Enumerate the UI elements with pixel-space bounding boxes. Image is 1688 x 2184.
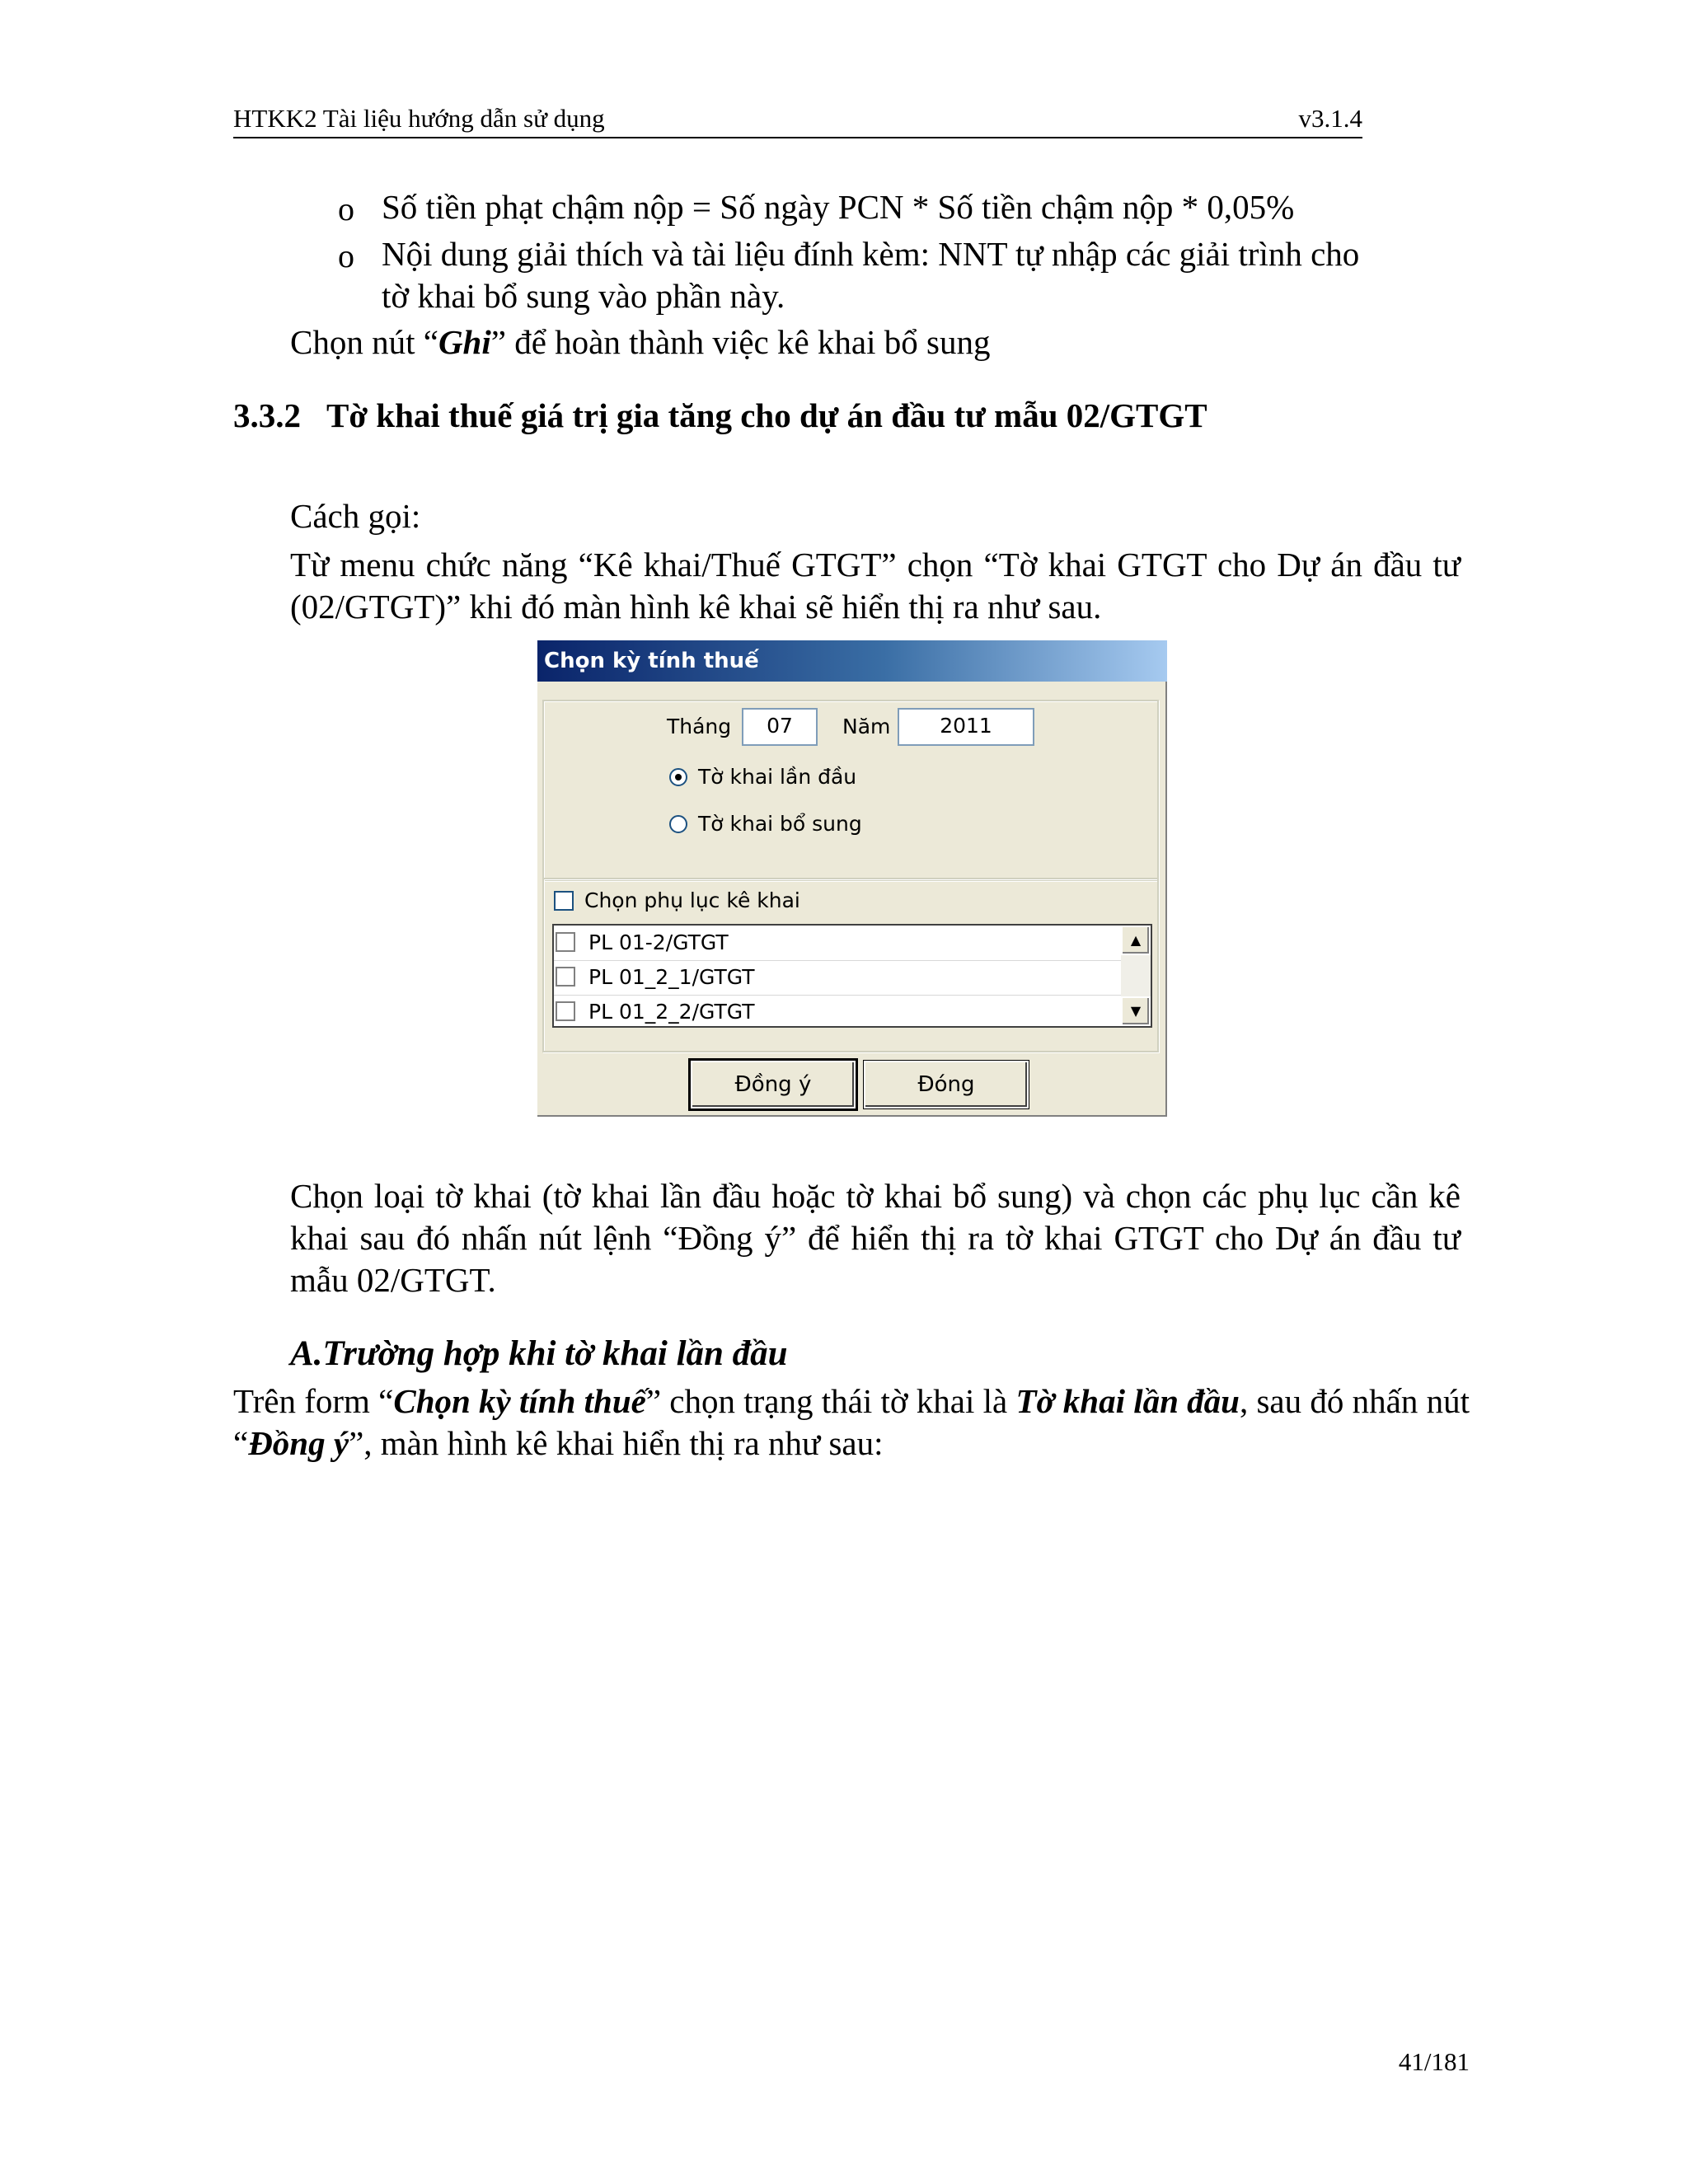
dialog-title: Chọn kỳ tính thuế [537, 640, 1167, 682]
page-number: 41/181 [1398, 2047, 1470, 2076]
instruction-paragraph: Chọn loại tờ khai (tờ khai lần đầu hoặc tờ khai bổ sung) và chọn các phụ lục cần kê khai sau đó nhấn nút lệnh “Đồng ý” để hiển thị ra tờ khai GTGT cho Dự án đầu tư mẫu 02/GTGT. [290, 1177, 1461, 1299]
appendix-item-checkbox[interactable] [556, 932, 575, 952]
ghi-bold: Ghi [438, 323, 491, 361]
scroll-down-arrow-icon[interactable]: ▼ [1121, 996, 1151, 1026]
appendix-item-label: PL 01-2/GTGT [588, 930, 729, 954]
appendix-item-checkbox[interactable] [556, 1001, 575, 1021]
subheading-first-declaration: A.Trường hợp khi tờ khai lần đầu [290, 1334, 788, 1373]
section-title: Tờ khai thuế giá trị gia tăng cho dự án đầu tư mẫu 02/GTGT [326, 396, 1207, 434]
ghi-instruction [290, 321, 990, 363]
bullet-explanation-line2: tờ khai bổ sung vào phần này. [382, 277, 785, 315]
radio-supplement-declaration[interactable] [669, 815, 687, 833]
final-bold-1: Chọn kỳ tính thuế [393, 1382, 646, 1420]
section-heading [233, 396, 1207, 435]
bullet-marker: o [338, 190, 354, 227]
cach-goi-label: Cách gọi: [290, 497, 421, 535]
header-title: HTKK2 Tài liệu hướng dẫn sử dụng [233, 104, 605, 133]
bullet-penalty-formula: Số tiền phạt chậm nộp = Số ngày PCN * Số tiền chậm nộp * 0,05% [382, 188, 1295, 226]
bullet-explanation-line1: Nội dung giải thích và tài liệu đính kèm: NNT tự nhập các giải trình cho [382, 235, 1360, 273]
appendix-item-label: PL 01_2_2/GTGT [588, 1000, 755, 1024]
radio-supplement-label: Tờ khai bổ sung [698, 812, 862, 836]
close-button[interactable]: Đóng [864, 1061, 1029, 1108]
scroll-up-arrow-icon[interactable]: ▲ [1121, 926, 1151, 955]
final-text-4: ”, màn hình kê khai hiển thị ra như sau: [349, 1424, 884, 1462]
header-version: v3.1.4 [1298, 104, 1362, 133]
final-bold-2: Tờ khai lần đầu [1015, 1382, 1240, 1420]
appendix-list [552, 924, 1152, 1028]
radio-first-label: Tờ khai lần đầu [698, 765, 857, 789]
cach-goi-text: Từ menu chức năng “Kê khai/Thuế GTGT” chọn “Tờ khai GTGT cho Dự án đầu tư (02/GTGT)” khi đó màn hình kê khai sẽ hiển thị ra như sau. [290, 546, 1461, 626]
final-text-1: Trên form “ [233, 1382, 394, 1420]
appendix-select-label: Chọn phụ lục kê khai [584, 888, 800, 912]
list-scrollbar[interactable] [1121, 926, 1151, 1026]
select-tax-period-dialog [536, 639, 1169, 1118]
final-text-2: ” chọn trạng thái tờ khai là [645, 1382, 1016, 1420]
final-paragraph [233, 1380, 1470, 1465]
month-input[interactable]: 07 [742, 708, 818, 746]
radio-first-declaration[interactable] [669, 768, 687, 786]
page-header [233, 104, 1362, 138]
year-input[interactable]: 2011 [898, 708, 1034, 746]
section-number: 3.3.2 [233, 396, 301, 434]
month-label: Tháng [667, 715, 732, 738]
appendix-select-checkbox[interactable] [554, 891, 574, 911]
appendix-item-checkbox[interactable] [556, 967, 575, 987]
ghi-pre: Chọn nút “ [290, 323, 438, 361]
year-label: Năm [842, 715, 891, 738]
appendix-item-label: PL 01_2_1/GTGT [588, 965, 755, 989]
bullet-marker: o [338, 237, 354, 274]
final-bold-3: Đồng ý [248, 1424, 349, 1462]
list-item[interactable] [554, 926, 1121, 961]
ghi-post: ” để hoàn thành việc kê khai bổ sung [490, 323, 991, 361]
list-item[interactable] [554, 960, 1121, 996]
list-item[interactable] [554, 995, 1121, 1029]
final-text-3: , sau đó nhấn nút “ [233, 1382, 1470, 1462]
ok-button[interactable]: Đồng ý [691, 1061, 856, 1108]
